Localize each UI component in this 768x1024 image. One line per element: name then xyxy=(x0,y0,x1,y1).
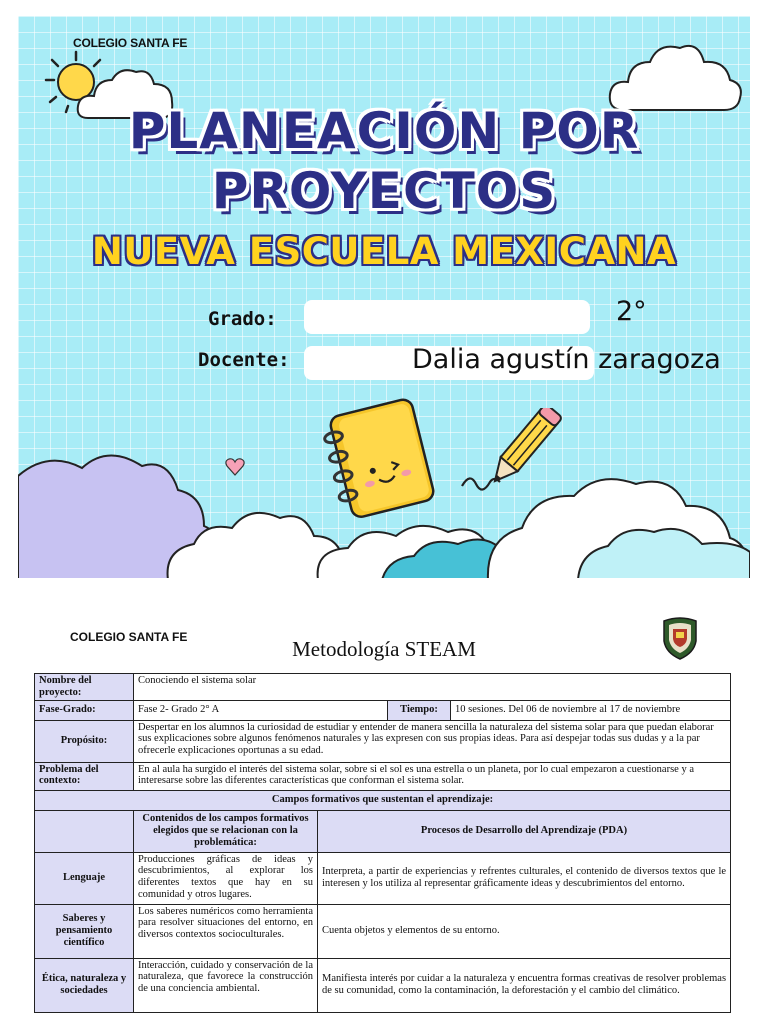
table-row xyxy=(35,958,731,1012)
project-name-value: Conociendo el sistema solar xyxy=(134,674,731,701)
time-label: Tiempo: xyxy=(388,700,451,720)
cover-page xyxy=(18,16,750,578)
time-value: 10 sesiones. Del 06 de noviembre al 17 de noviembre xyxy=(451,700,731,720)
problem-value: En al aula ha surgido el interés del sistema solar, sobre si el sol es una estrella o un planeta, por lo cual empezaron a cuestionarse y a interesarse sobre las diferentes características que conforman el sistema solar. xyxy=(134,762,731,790)
teacher-value: Dalia agustín zaragoza xyxy=(412,344,721,375)
pda-header: Procesos de Desarrollo del Aprendizaje (PDA) xyxy=(318,810,731,852)
purpose-label: Propósito: xyxy=(35,720,134,762)
cover-school-name: COLEGIO SANTA FE xyxy=(73,36,188,50)
field-name: Lenguaje xyxy=(35,852,134,904)
contents-header: Contenidos de los campos formativos elegidos que se relacionan con la problemática: xyxy=(134,810,318,852)
project-name-label: Nombre del proyecto: xyxy=(35,674,134,701)
purpose-value: Despertar en los alumnos la curiosidad de estudiar y entender de manera sencilla la naturaleza del sistema solar para que puedan elaborar sus explicaciones sobre algunos fenómenos naturales y las expresen con sus propias ideas. Para así despejar todas sus dudas y a la par ofrecerle explicaciones oportunas a su edad. xyxy=(134,720,731,762)
problem-label: Problema del contexto: xyxy=(35,762,134,790)
page2-school-name: COLEGIO SANTA FE xyxy=(70,630,188,644)
field-name: Ética, naturaleza y sociedades xyxy=(35,958,134,1012)
cover-title-line-2: PROYECTOS xyxy=(211,162,557,220)
field-content: Interacción, cuidado y conservación de la naturaleza, que favorece la construcción de una conciencia ambiental. xyxy=(134,958,318,1012)
field-pda: Cuenta objetos y elementos de su entorno. xyxy=(318,904,731,958)
grade-value: 2° xyxy=(616,296,647,327)
field-content: Producciones gráficas de ideas y descubrimientos, al explorar los diferentes textos que hay en su comunidad y otros lugares. xyxy=(134,852,318,904)
field-name: Saberes y pensamiento científico xyxy=(35,904,134,958)
cover-subtitle: NUEVA ESCUELA MEXICANA xyxy=(91,230,677,273)
grade-label: Grado: xyxy=(208,308,277,330)
field-pda: Interpreta, a partir de experiencias y refrentes culturales, el contenido de diversos textos que le interesen y los utiliza al representar gráficamente ideas y descubrimientos del entorno. xyxy=(318,852,731,904)
grade-field xyxy=(304,300,590,334)
field-content: Los saberes numéricos como herramienta para resolver situaciones del entorno, en diversos contextos socioculturales. xyxy=(134,904,318,958)
cover-title-line-1: PLANEACIÓN POR xyxy=(128,102,640,160)
phase-label: Fase-Grado: xyxy=(35,700,134,720)
project-plan-table xyxy=(34,673,731,1013)
clouds-bottom xyxy=(18,440,750,578)
empty-header-cell xyxy=(35,810,134,852)
field-pda: Manifiesta interés por cuidar a la naturaleza y encuentra formas creativas de resolver problemas de su comunidad, como la contaminación, la deforestación y el cambio del climático. xyxy=(318,958,731,1012)
page2-title: Metodología STEAM xyxy=(292,637,476,661)
school-shield-logo xyxy=(660,615,700,661)
fields-header: Campos formativos que sustentan el aprendizaje: xyxy=(35,790,731,810)
phase-value: Fase 2- Grado 2° A xyxy=(134,700,388,720)
table-row xyxy=(35,852,731,904)
teacher-label: Docente: xyxy=(198,349,290,371)
table-row xyxy=(35,904,731,958)
